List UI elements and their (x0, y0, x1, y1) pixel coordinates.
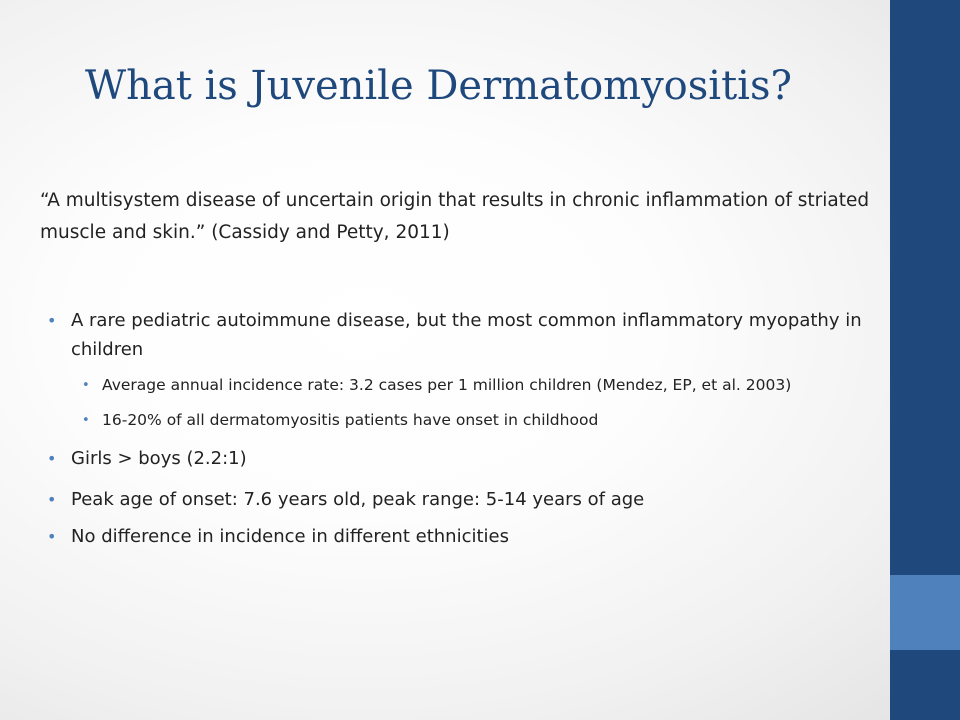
sub-bullet-text: 16-20% of all dermatomyositis patients have onset in childhood (102, 411, 599, 429)
bullet-item (0, 522, 880, 551)
bullet-text: A rare pediatric autoimmune disease, but the most common inflammatory myopathy in children (71, 310, 862, 360)
bullet-dot-icon: • (47, 490, 57, 509)
sub-bullet-item (0, 372, 822, 399)
bullet-list (0, 306, 880, 559)
side-accent-decoration (890, 575, 960, 650)
sub-bullet-text: Average annual incidence rate: 3.2 cases per 1 million children (Mendez, EP, et al. 2003) (102, 376, 792, 394)
bullet-dot-icon: • (82, 413, 90, 428)
bullet-item (0, 306, 880, 364)
bullet-text: Girls > boys (2.2:1) (71, 448, 247, 469)
definition-quote: “A multisystem disease of uncertain origin that results in chronic inflammation of striated muscle and skin.” (Cassidy and Petty, 2011) (40, 190, 870, 243)
bullet-dot-icon: • (82, 378, 90, 393)
sub-bullet-item (0, 407, 822, 434)
bullet-item (0, 485, 880, 514)
slide-title: What is Juvenile Dermatomyositis? (85, 63, 792, 109)
bullet-dot-icon: • (47, 527, 57, 546)
bullet-text: No difference in incidence in different ethnicities (71, 526, 509, 547)
bullet-dot-icon: • (47, 449, 57, 468)
bullet-item (0, 444, 880, 473)
bullet-dot-icon: • (47, 311, 57, 330)
bullet-text: Peak age of onset: 7.6 years old, peak range: 5-14 years of age (71, 489, 645, 510)
